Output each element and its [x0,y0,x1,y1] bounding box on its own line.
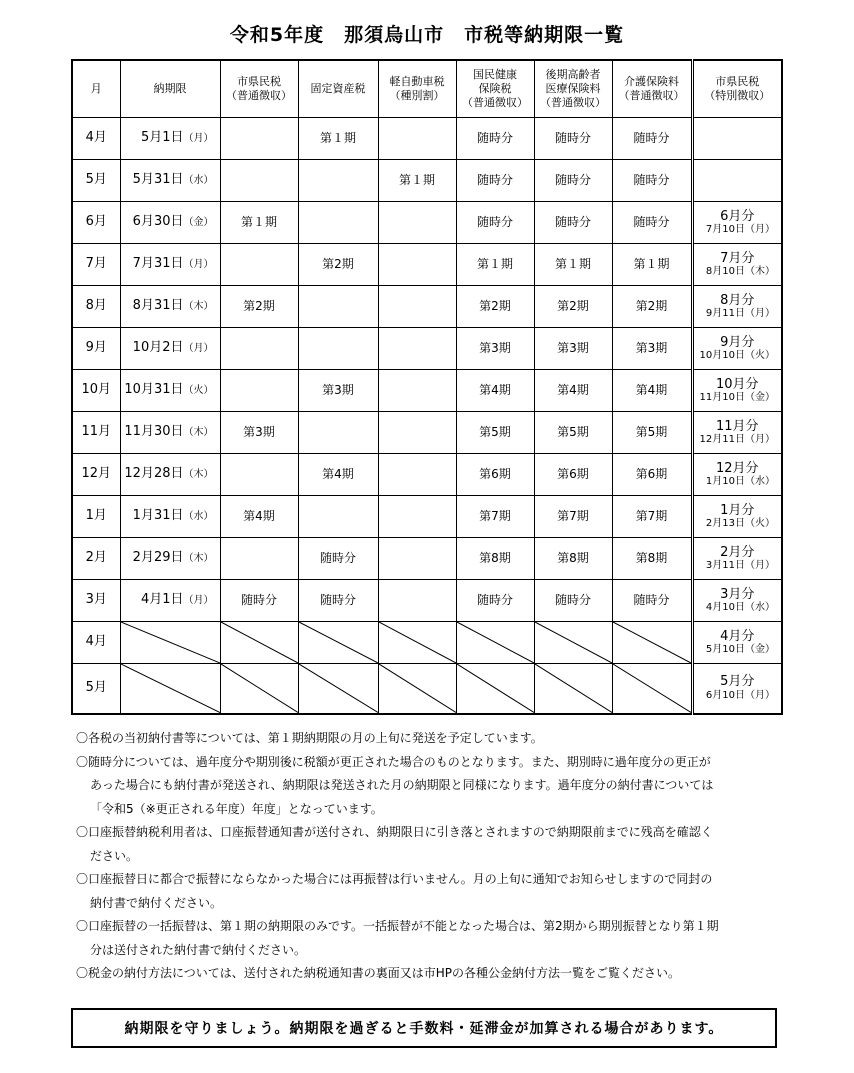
month-cell: 9月 [72,328,120,370]
special-collection-cell: 6月分 7月10日（月） [692,202,782,244]
elderly-cell: 随時分 [534,202,612,244]
nhi-cell: 第4期 [456,370,534,412]
nhi-cell: 第8期 [456,538,534,580]
care-cell: 第6期 [612,454,692,496]
tax-deadline-table [71,59,783,715]
property-cell: 第2期 [298,244,378,286]
elderly-cell: 随時分 [534,118,612,160]
header-elderly-insurance: 後期高齢者 医療保険料 （普通徴収） [534,60,612,118]
table-row [72,118,782,160]
month-cell: 11月 [72,412,120,454]
month-cell: 4月 [72,118,120,160]
empty-slash-cell [120,622,220,664]
empty-slash-cell [220,664,298,714]
header-special-collection: 市県民税 （特別徴収） [692,60,782,118]
table-row [72,412,782,454]
note-item: 〇口座振替の一括振替は、第１期の納期限のみです。一括振替が不能となった場合は、第2期から期別振替となり第１期 分は送付された納付書で納付ください。 [76,919,719,957]
city-pref-cell: 第2期 [220,286,298,328]
property-cell [298,202,378,244]
special-collection-cell [692,160,782,202]
vehicle-cell [378,454,456,496]
empty-slash-cell [378,622,456,664]
city-pref-cell [220,538,298,580]
property-cell [298,286,378,328]
table-row [72,370,782,412]
header-deadline: 納期限 [120,60,220,118]
header-care-insurance: 介護保険料 （普通徴収） [612,60,692,118]
elderly-cell: 第3期 [534,328,612,370]
vehicle-cell [378,412,456,454]
special-collection-cell: 8月分 9月11日（月） [692,286,782,328]
vehicle-cell [378,286,456,328]
page-title: 令和5年度 那須烏山市 市税等納期限一覧 [229,24,625,46]
city-pref-cell: 第4期 [220,496,298,538]
property-cell: 随時分 [298,538,378,580]
empty-slash-cell [298,622,378,664]
care-cell: 随時分 [612,160,692,202]
vehicle-cell [378,496,456,538]
deadline-cell: 7月31日（月） [120,244,220,286]
note-item: 〇口座振替納税利用者は、口座振替通知書が送付され、納期限日に引き落とされますので納期限前までに残高を確認く ださい。 [76,825,713,863]
table-row [72,286,782,328]
header-city-pref-tax: 市県民税 （普通徴収） [220,60,298,118]
month-cell: 3月 [72,580,120,622]
month-cell: 8月 [72,286,120,328]
note-item: 〇口座振替日に都合で振替にならなかった場合には再振替は行いません。月の上旬に通知でお知らせしますので同封の 納付書で納付ください。 [76,872,713,910]
care-cell: 第１期 [612,244,692,286]
care-cell: 第2期 [612,286,692,328]
city-pref-cell: 第3期 [220,412,298,454]
care-cell: 第4期 [612,370,692,412]
special-collection-cell: 3月分 4月10日（水） [692,580,782,622]
month-cell: 6月 [72,202,120,244]
elderly-cell: 随時分 [534,160,612,202]
empty-slash-cell [220,622,298,664]
header-light-vehicle-tax: 軽自動車税 （種別割） [378,60,456,118]
special-collection-cell: 4月分 5月10日（金） [692,622,782,664]
care-cell: 第5期 [612,412,692,454]
month-cell: 5月 [72,160,120,202]
elderly-cell: 第8期 [534,538,612,580]
city-pref-cell [220,244,298,286]
table-row-extra [72,664,782,714]
reminder-box: 納期限を守りましょう。納期限を過ぎると手数料・延滞金が加算される場合があります。 [71,1008,777,1048]
nhi-cell: 随時分 [456,202,534,244]
month-cell: 7月 [72,244,120,286]
table-row [72,244,782,286]
special-collection-cell: 11月分 12月11日（月） [692,412,782,454]
elderly-cell: 第6期 [534,454,612,496]
table-row [72,328,782,370]
empty-slash-cell [612,664,692,714]
property-cell: 第4期 [298,454,378,496]
vehicle-cell [378,328,456,370]
special-collection-cell: 1月分 2月13日（火） [692,496,782,538]
nhi-cell: 第7期 [456,496,534,538]
vehicle-cell [378,370,456,412]
property-cell: 第3期 [298,370,378,412]
nhi-cell: 第2期 [456,286,534,328]
note-item: 〇随時分については、過年度分や期別後に税額が更正された場合のものとなります。また、期別時に過年度分の更正が あった場合にも納付書が発送され、納期限は発送された月の納期限と同様になります。過年度分の納付書については 「令和5（※更正される年度）年度」となっています。 [76,754,714,816]
elderly-cell: 第5期 [534,412,612,454]
care-cell: 第7期 [612,496,692,538]
deadline-cell: 5月31日（水） [120,160,220,202]
header-row [72,60,782,118]
property-cell [298,412,378,454]
month-cell: 10月 [72,370,120,412]
city-pref-cell [220,118,298,160]
care-cell: 随時分 [612,202,692,244]
note-item: 〇各税の当初納付書等については、第１期納期限の月の上旬に発送を予定しています。 [76,731,543,745]
special-collection-cell: 12月分 1月10日（水） [692,454,782,496]
property-cell: 随時分 [298,580,378,622]
vehicle-cell [378,118,456,160]
elderly-cell: 第7期 [534,496,612,538]
table-row [72,538,782,580]
elderly-cell: 随時分 [534,580,612,622]
table-row [72,454,782,496]
deadline-cell: 5月1日（月） [120,118,220,160]
empty-slash-cell [534,664,612,714]
deadline-cell: 6月30日（金） [120,202,220,244]
empty-slash-cell [456,622,534,664]
city-pref-cell: 随時分 [220,580,298,622]
nhi-cell: 第3期 [456,328,534,370]
table-row [72,580,782,622]
vehicle-cell [378,580,456,622]
empty-slash-cell [120,664,220,714]
month-cell: 12月 [72,454,120,496]
city-pref-cell [220,454,298,496]
elderly-cell: 第１期 [534,244,612,286]
empty-slash-cell [534,622,612,664]
property-cell [298,328,378,370]
special-collection-cell: 7月分 8月10日（木） [692,244,782,286]
table-row [72,160,782,202]
special-collection-cell [692,118,782,160]
care-cell: 第3期 [612,328,692,370]
empty-slash-cell [298,664,378,714]
special-collection-cell: 9月分 10月10日（火） [692,328,782,370]
city-pref-cell [220,370,298,412]
nhi-cell: 第6期 [456,454,534,496]
month-cell: 1月 [72,496,120,538]
deadline-cell: 12月28日（木） [120,454,220,496]
property-cell [298,160,378,202]
deadline-cell: 2月29日（木） [120,538,220,580]
month-cell: 2月 [72,538,120,580]
deadline-cell: 10月31日（火） [120,370,220,412]
deadline-cell: 11月30日（木） [120,412,220,454]
notes-section [76,727,776,986]
nhi-cell: 随時分 [456,118,534,160]
table-row-extra [72,622,782,664]
header-nhi-tax: 国民健康 保険税 （普通徴収） [456,60,534,118]
empty-slash-cell [456,664,534,714]
nhi-cell: 随時分 [456,160,534,202]
nhi-cell: 第１期 [456,244,534,286]
nhi-cell: 随時分 [456,580,534,622]
empty-slash-cell [612,622,692,664]
care-cell: 随時分 [612,118,692,160]
month-cell: 4月 [72,622,120,664]
city-pref-cell [220,160,298,202]
property-cell: 第１期 [298,118,378,160]
deadline-cell: 1月31日（水） [120,496,220,538]
special-collection-cell: 5月分 6月10日（月） [692,664,782,714]
care-cell: 随時分 [612,580,692,622]
deadline-cell: 10月2日（月） [120,328,220,370]
vehicle-cell [378,244,456,286]
empty-slash-cell [378,664,456,714]
vehicle-cell: 第１期 [378,160,456,202]
header-property-tax: 固定資産税 [298,60,378,118]
deadline-cell: 8月31日（木） [120,286,220,328]
city-pref-cell: 第１期 [220,202,298,244]
special-collection-cell: 10月分 11月10日（金） [692,370,782,412]
note-item: 〇税金の納付方法については、送付された納税通知書の裏面又は市HPの各種公金納付方法一覧をご覧ください。 [76,966,681,980]
nhi-cell: 第5期 [456,412,534,454]
special-collection-cell: 2月分 3月11日（月） [692,538,782,580]
property-cell [298,496,378,538]
month-cell: 5月 [72,664,120,714]
elderly-cell: 第4期 [534,370,612,412]
care-cell: 第8期 [612,538,692,580]
table-row [72,496,782,538]
vehicle-cell [378,202,456,244]
vehicle-cell [378,538,456,580]
city-pref-cell [220,328,298,370]
elderly-cell: 第2期 [534,286,612,328]
table-row [72,202,782,244]
deadline-cell: 4月1日（月） [120,580,220,622]
header-month: 月 [72,60,120,118]
